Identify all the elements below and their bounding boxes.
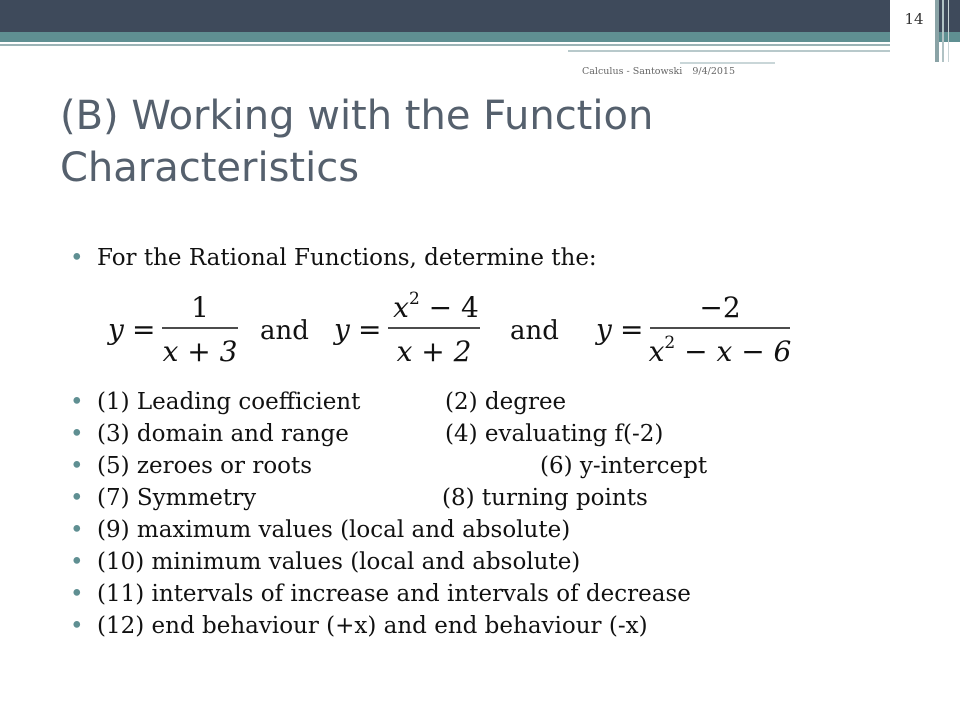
formula-lhs: y [334,313,350,346]
characteristics-list [70,386,708,642]
item-text-second: (2) degree [445,389,567,415]
footer-course: Calculus - Santowski [582,66,683,77]
and-label: and [510,316,559,346]
list-item: • (12) end behaviour (+x) and end behaviour (-x) [70,610,691,642]
formula-lhs: y [108,313,124,346]
rational-function-formulas [100,285,800,370]
header-bar [0,0,960,32]
list-item: • (11) intervals of increase and intervals of decrease [70,578,691,610]
header-rule [0,44,890,46]
formula-denominator: x + 3 [162,335,238,368]
slide-footer [582,66,735,77]
item-text-second: (6) y-intercept [540,453,708,479]
formula-numerator: −2 [699,291,741,324]
item-text: (7) Symmetry [97,485,257,511]
decor-vertical-line [935,0,939,62]
footer-date: 9/4/2015 [692,66,735,77]
item-text-second: (8) turning points [442,485,648,511]
item-text: (1) Leading coefficient [97,389,361,415]
formula-1 [106,291,238,368]
formula-equals: = [358,313,382,346]
decor-vertical-line [948,0,949,62]
and-label: and [260,316,309,346]
footer-rule [680,62,775,64]
list-item: • For the Rational Functions, determine the: [70,242,597,274]
formula-numerator: 1 [191,291,209,324]
formula-lhs: y [596,313,612,346]
formula-2 [332,289,480,368]
list-item [70,418,691,450]
list-item [70,482,691,514]
formula-numerator: $x^2 - 4$ [393,289,479,324]
formula-denominator: $x^2 - x - 6$ [648,333,792,368]
formula-3 [594,291,791,368]
item-text: (5) zeroes or roots [97,453,313,479]
list-item [70,386,691,418]
slide-number: 14 [904,10,924,28]
decor-vertical-line [942,0,944,62]
list-item [70,450,708,482]
header-accent-band [0,32,960,42]
list-item: • (9) maximum values (local and absolute) [70,514,691,546]
item-text: (3) domain and range [97,421,349,447]
item-text-second: (4) evaluating f(-2) [445,421,664,447]
header-rule-short [568,50,890,52]
intro-list [70,242,597,274]
formula-equals: = [620,313,644,346]
formula-denominator: x + 2 [396,335,472,368]
list-item: • (10) minimum values (local and absolute) [70,546,691,578]
formula-equals: = [132,313,156,346]
slide-title: (B) Working with the Function Characteristics [60,93,654,191]
